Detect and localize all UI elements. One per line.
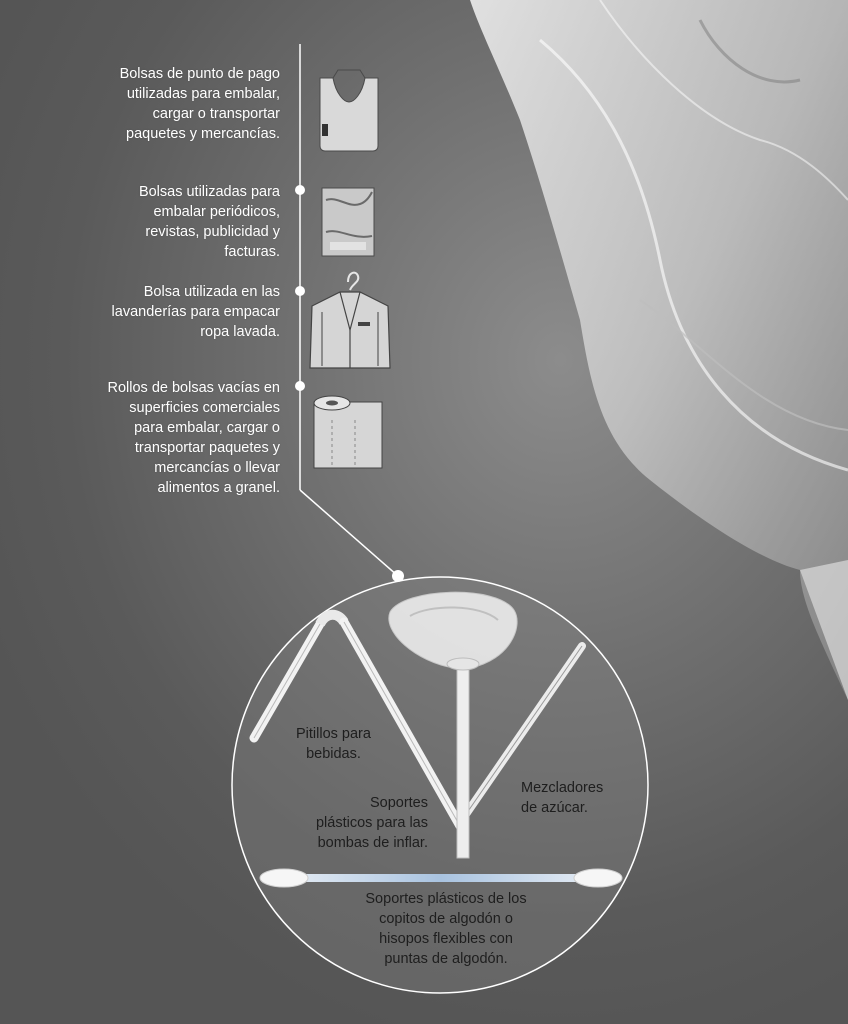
caption-balloon-sticks bbox=[316, 793, 428, 853]
caption-line: utilizadas para embalar, bbox=[126, 86, 280, 102]
caption-line: Bolsas de punto de pago bbox=[119, 66, 280, 82]
caption-line: para embalar, cargar o bbox=[134, 420, 280, 436]
caption-line: Mezcladores bbox=[521, 780, 604, 796]
caption-checkout-bags bbox=[120, 64, 280, 144]
caption-line: alimentos a granel. bbox=[157, 480, 280, 496]
caption-line: Bolsas utilizadas para bbox=[138, 184, 280, 200]
timeline-dot-3 bbox=[295, 381, 305, 391]
timeline-dot-1 bbox=[295, 185, 305, 195]
caption-line: Soportes plásticos de los bbox=[365, 891, 527, 907]
caption-line: Bolsa utilizada en las bbox=[143, 284, 280, 300]
caption-line: lavanderías para empacar bbox=[111, 304, 280, 320]
caption-line: Soportes bbox=[369, 795, 428, 811]
caption-line: transportar paquetes y bbox=[134, 440, 280, 456]
plastic-bag-photo bbox=[470, 0, 848, 700]
caption-line: Rollos de bolsas vacías en bbox=[107, 380, 280, 396]
laundry-jacket-bag-icon bbox=[310, 273, 390, 368]
caption-line: embalar periódicos, bbox=[153, 204, 280, 220]
bag-roll-icon bbox=[314, 396, 382, 468]
shopping-bag-icon bbox=[320, 70, 378, 151]
caption-line: paquetes y mercancías. bbox=[126, 126, 280, 142]
caption-line: superficies comerciales bbox=[129, 400, 280, 416]
caption-straws bbox=[296, 724, 371, 764]
caption-line: hisopos flexibles con bbox=[379, 931, 513, 947]
caption-line: de azúcar. bbox=[521, 800, 588, 816]
caption-line: copitos de algodón o bbox=[379, 911, 513, 927]
caption-line: plásticos para las bbox=[315, 815, 428, 831]
caption-line: puntas de algodón. bbox=[384, 951, 508, 967]
caption-line: bebidas. bbox=[306, 746, 361, 762]
caption-bag-rolls bbox=[108, 378, 281, 498]
caption-line: bombas de inflar. bbox=[317, 835, 428, 851]
caption-line: ropa lavada. bbox=[200, 324, 280, 340]
caption-laundry-bag bbox=[112, 282, 280, 342]
caption-line: cargar o transportar bbox=[152, 106, 280, 122]
caption-line: mercancías o llevar bbox=[154, 460, 280, 476]
caption-line: revistas, publicidad y bbox=[145, 224, 280, 240]
caption-stirrers bbox=[521, 778, 603, 818]
timeline-dot-2 bbox=[295, 286, 305, 296]
caption-line: Pitillos para bbox=[296, 726, 371, 742]
caption-newspaper-bags bbox=[139, 182, 280, 262]
caption-line: facturas. bbox=[224, 244, 280, 260]
newspaper-bag-icon bbox=[322, 188, 374, 256]
caption-cotton-swabs bbox=[310, 889, 582, 969]
